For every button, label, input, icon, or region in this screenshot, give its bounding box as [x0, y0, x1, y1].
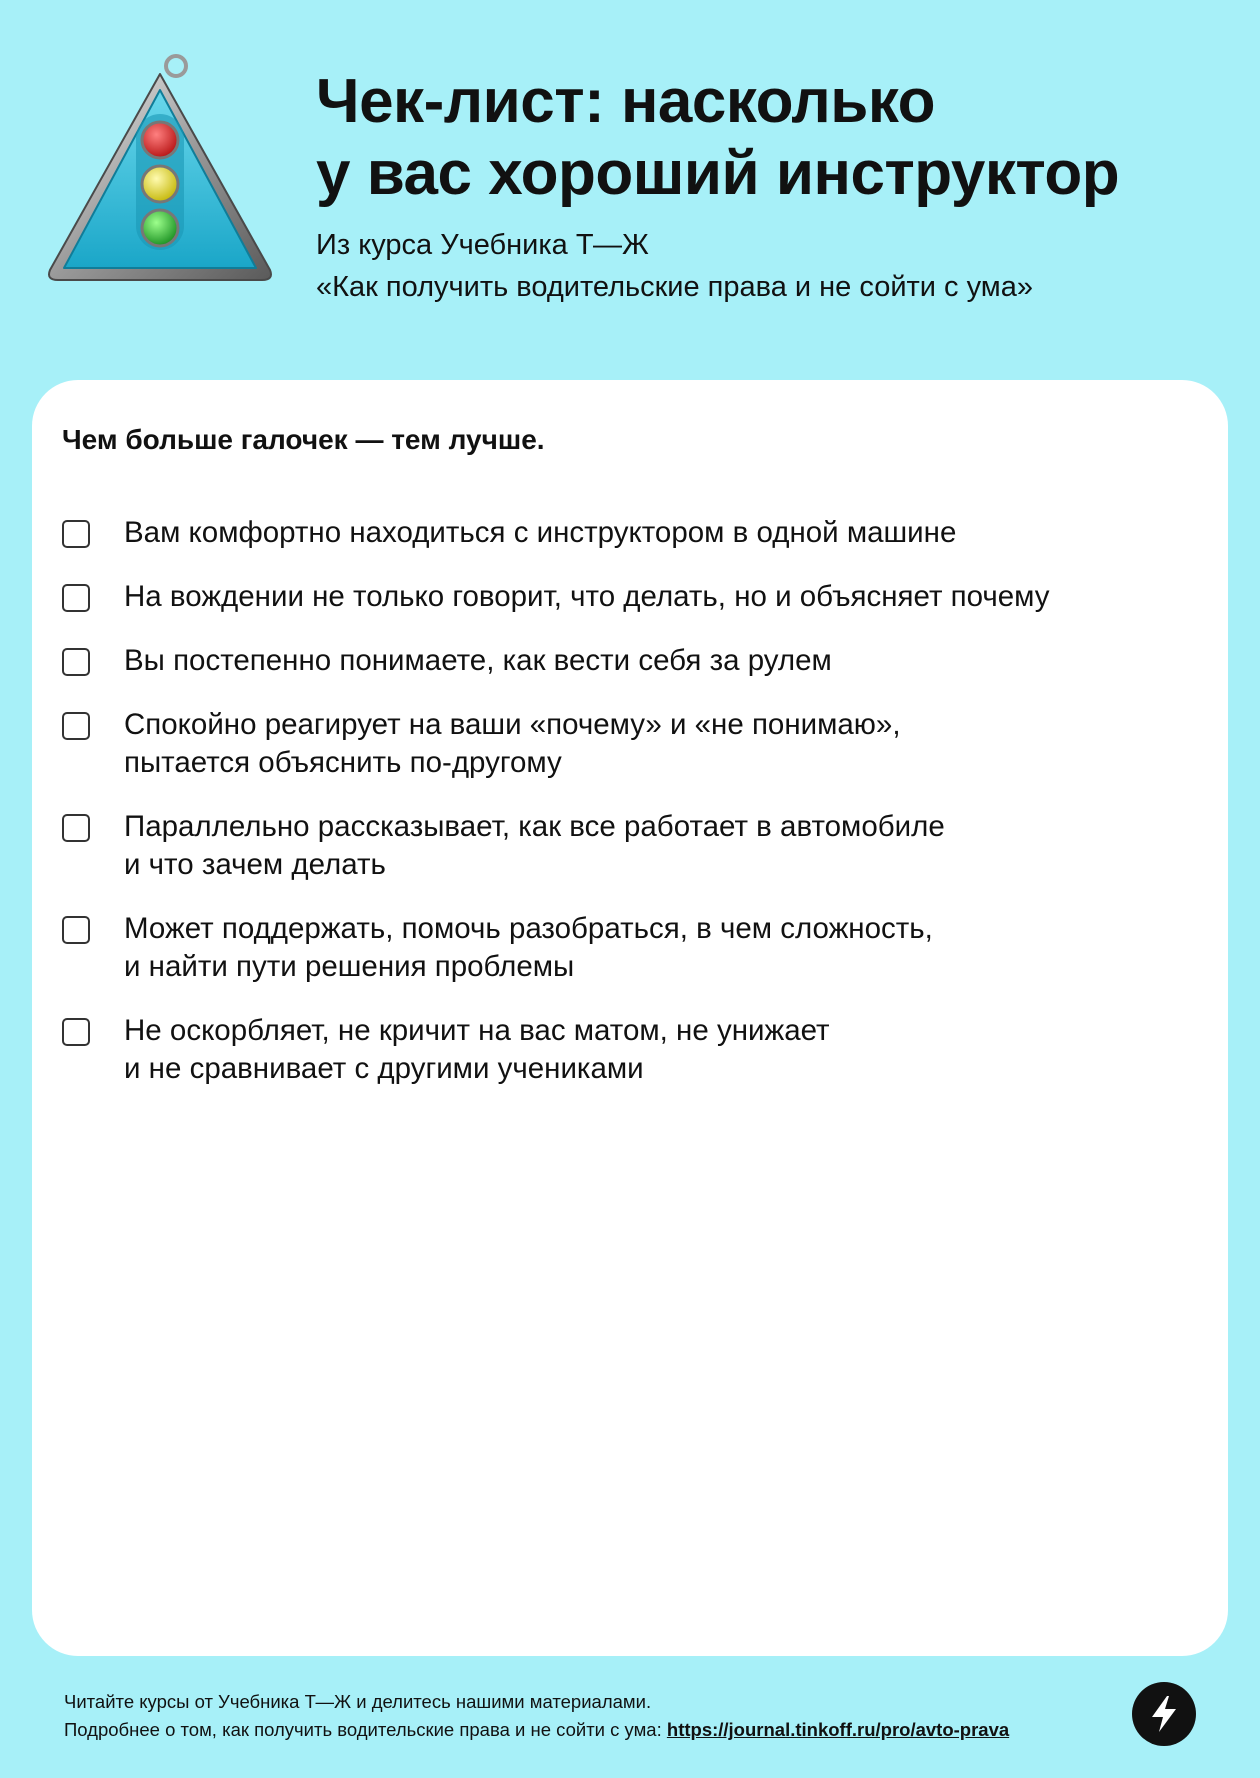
- checkbox[interactable]: [62, 520, 90, 548]
- checklist-item-text: [124, 578, 1050, 616]
- checkbox[interactable]: [62, 712, 90, 740]
- checklist-item-text: [124, 1012, 830, 1088]
- lightning-bolt-icon[interactable]: [1132, 1682, 1196, 1746]
- lightning-bolt-glyph-icon: [1146, 1694, 1182, 1734]
- checklist-item: [62, 910, 1202, 986]
- checklist-item-line: На вождении не только говорит, что делать, но и объясняет почему: [124, 580, 1050, 613]
- subtitle-line: «Как получить водительские права и не сойти с ума»: [316, 271, 1033, 303]
- checklist-item-line: Может поддержать, помочь разобраться, в чем сложность,: [124, 912, 933, 945]
- checklist-item-line: Не оскорбляет, не кричит на вас матом, не унижает: [124, 1014, 830, 1047]
- checklist-item-line: и не сравнивает с другими учениками: [124, 1052, 644, 1085]
- checklist-item-line: Вам комфортно находиться с инструктором в одной машине: [124, 516, 957, 549]
- checklist-item-line: Вы постепенно понимаете, как вести себя за рулем: [124, 644, 832, 677]
- footer-line-2: [64, 1716, 1104, 1744]
- footer-line-1: Читайте курсы от Учебника Т—Ж и делитесь нашими материалами.: [64, 1691, 652, 1712]
- page-subtitle: [316, 224, 1236, 308]
- footer-link[interactable]: https://journal.tinkoff.ru/pro/avto-prava: [666, 1719, 1010, 1740]
- checklist-item: [62, 706, 1202, 782]
- checklist-item-line: и что зачем делать: [124, 848, 386, 881]
- checklist-card: [32, 380, 1228, 1656]
- checklist-item: [62, 808, 1202, 884]
- checklist-item: [62, 1012, 1202, 1088]
- checklist-item: [62, 514, 1202, 552]
- footer-line-2-prefix: Подробнее о том, как получить водительские права и не сойти с ума:: [64, 1719, 667, 1740]
- checklist-item-line: пытается объяснить по-другому: [124, 746, 562, 779]
- checklist-item-text: [124, 706, 901, 782]
- subtitle-line: Из курса Учебника Т—Ж: [316, 229, 649, 261]
- footer: [64, 1688, 1104, 1744]
- checklist-item-text: [124, 808, 945, 884]
- header: [0, 0, 1260, 380]
- checklist-item-text: [124, 642, 832, 680]
- checklist-intro: Чем больше галочек — тем лучше.: [62, 424, 545, 455]
- checkbox[interactable]: [62, 814, 90, 842]
- page-title-line: Чек-лист: насколько: [316, 67, 935, 136]
- checkbox[interactable]: [62, 648, 90, 676]
- checkbox[interactable]: [62, 916, 90, 944]
- checkbox[interactable]: [62, 1018, 90, 1046]
- checklist-item: [62, 642, 1202, 680]
- page-title: [316, 66, 1236, 210]
- page-title-line: у вас хороший инструктор: [316, 139, 1120, 208]
- checklist-item-line: Параллельно рассказывает, как все работает в автомобиле: [124, 810, 945, 843]
- checklist-item: [62, 578, 1202, 616]
- checklist: [62, 514, 1202, 1114]
- traffic-light-sign-icon: [40, 48, 280, 288]
- checkbox[interactable]: [62, 584, 90, 612]
- checklist-item-line: Спокойно реагирует на ваши «почему» и «не понимаю»,: [124, 708, 901, 741]
- checklist-item-text: [124, 910, 933, 986]
- checklist-item-line: и найти пути решения проблемы: [124, 950, 575, 983]
- checklist-item-text: [124, 514, 956, 552]
